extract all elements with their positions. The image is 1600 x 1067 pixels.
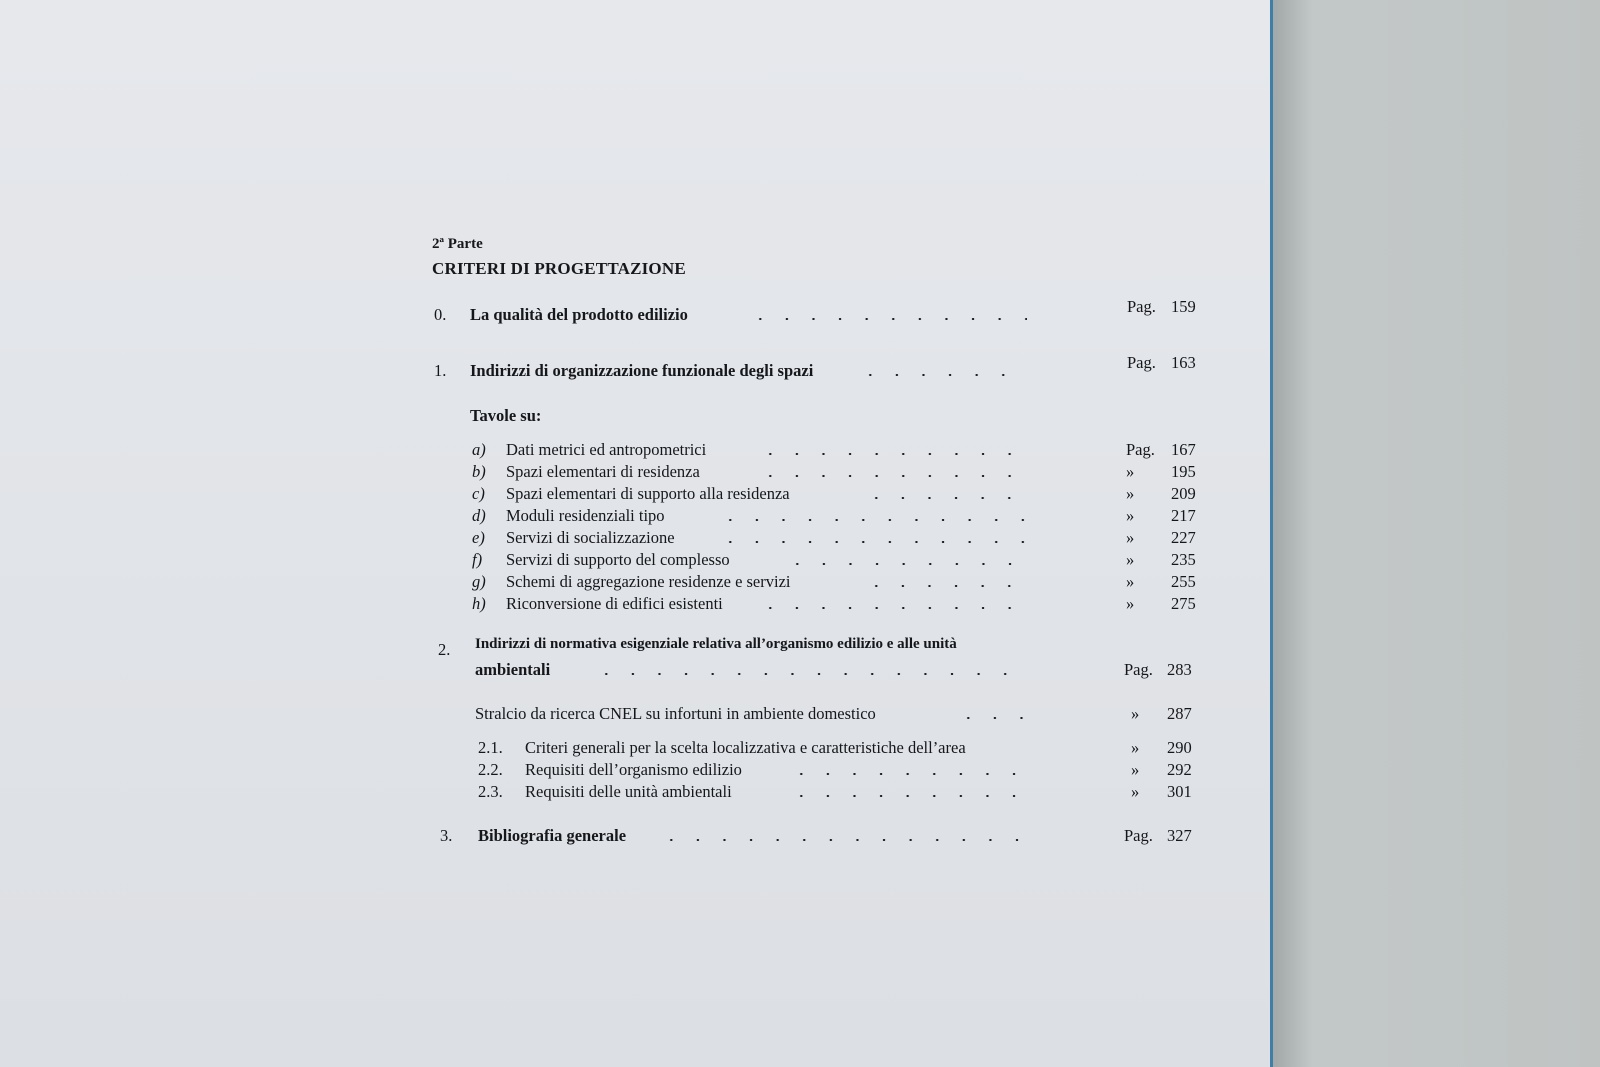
page-number: 195 xyxy=(1171,462,1196,481)
item-title: Spazi elementari di residenza xyxy=(506,462,700,481)
toc-entry-chapter-2 xyxy=(475,660,1205,682)
dot-leader xyxy=(757,607,1027,609)
dot-leader xyxy=(717,541,1027,543)
page-number: 301 xyxy=(1167,782,1192,801)
page-label: » xyxy=(1126,484,1135,503)
section-number: 2.1. xyxy=(478,738,503,757)
dot-leader xyxy=(788,773,1028,775)
chapter-title: La qualità del prodotto edilizio xyxy=(470,305,688,324)
item-letter: c) xyxy=(472,484,485,503)
chapter-number: 3. xyxy=(440,826,453,845)
toc-entry-tavola-g xyxy=(470,572,1200,594)
toc-entry-stralcio xyxy=(475,704,1205,726)
page-number: 163 xyxy=(1171,353,1196,372)
toc-entry-section-2-2 xyxy=(478,760,1208,782)
item-letter: d) xyxy=(472,506,486,525)
dot-leader xyxy=(955,717,1028,719)
page-label: » xyxy=(1131,738,1140,757)
toc-entry-chapter-0 xyxy=(432,305,1202,327)
dot-leader xyxy=(717,519,1027,521)
item-title: Criteri generali per la scelta localizzativa e caratteristiche dell’area xyxy=(525,738,966,757)
toc-entry-tavola-c xyxy=(470,484,1200,506)
page-number: 217 xyxy=(1171,506,1196,525)
item-title: Servizi di socializzazione xyxy=(506,528,675,547)
item-letter: f) xyxy=(472,550,483,569)
page-label: » xyxy=(1131,760,1140,779)
page-number: 290 xyxy=(1167,738,1192,757)
item-letter: h) xyxy=(472,594,486,613)
page-label: Pag. xyxy=(1127,353,1156,372)
tavole-heading: Tavole su: xyxy=(470,406,542,425)
toc-entry-tavola-d xyxy=(470,506,1200,528)
page-label: Pag. xyxy=(1124,660,1153,679)
page-number: 283 xyxy=(1167,660,1192,679)
toc-entry-tavola-f xyxy=(470,550,1200,572)
item-title: Stralcio da ricerca CNEL su infortuni in ambiente domestico xyxy=(475,704,876,723)
page-number: 275 xyxy=(1171,594,1196,613)
item-letter: e) xyxy=(472,528,485,547)
item-letter: g) xyxy=(472,572,486,591)
chapter-title-line-2: ambientali xyxy=(475,660,551,679)
page-number: 287 xyxy=(1167,704,1192,723)
page-label: » xyxy=(1126,528,1135,547)
item-title: Dati metrici ed antropometrici xyxy=(506,440,707,459)
page-label: » xyxy=(1126,550,1135,569)
toc-entry-section-2-3 xyxy=(478,782,1208,804)
item-letter: a) xyxy=(472,440,486,459)
toc-entry-chapter-1 xyxy=(432,361,1202,383)
section-number: 2.2. xyxy=(478,760,503,779)
chapter-number: 2. xyxy=(438,640,451,659)
page-number: 235 xyxy=(1171,550,1196,569)
toc-entry-tavola-e xyxy=(470,528,1200,550)
dot-leader xyxy=(784,563,1027,565)
toc-entry-section-2-1 xyxy=(478,738,1208,760)
page-label: » xyxy=(1126,506,1135,525)
dot-leader xyxy=(863,585,1027,587)
dot-leader xyxy=(747,318,1027,320)
page-number: 227 xyxy=(1171,528,1196,547)
item-title: Spazi elementari di supporto alla residenza xyxy=(506,484,790,503)
dot-leader xyxy=(757,475,1027,477)
backdrop xyxy=(1273,0,1313,1067)
item-title: Schemi di aggregazione residenze e servizi xyxy=(506,572,791,591)
chapter-title-line-1: Indirizzi di normativa esigenziale relativa all’organismo edilizio e alle unità xyxy=(475,636,957,652)
page-label: Pag. xyxy=(1126,440,1155,459)
item-title: Moduli residenziali tipo xyxy=(506,506,665,525)
part-label: 2ª Parte xyxy=(432,236,483,252)
dot-leader xyxy=(788,795,1028,797)
page-label: » xyxy=(1131,782,1140,801)
item-title: Servizi di supporto del complesso xyxy=(506,550,730,569)
dot-leader xyxy=(863,497,1027,499)
dot-leader xyxy=(658,839,1028,841)
page-number: 255 xyxy=(1171,572,1196,591)
page-label: » xyxy=(1126,594,1135,613)
item-title: Requisiti delle unità ambientali xyxy=(525,782,732,801)
page-label: » xyxy=(1131,704,1140,723)
toc-entry-tavola-h xyxy=(470,594,1200,616)
chapter-number: 1. xyxy=(434,361,447,380)
page-label: Pag. xyxy=(1127,297,1156,316)
item-letter: b) xyxy=(472,462,486,481)
page-number: 327 xyxy=(1167,826,1192,845)
chapter-title: Bibliografia generale xyxy=(478,826,627,845)
dot-leader xyxy=(593,673,1028,675)
chapter-title: Indirizzi di organizzazione funzionale degli spazi xyxy=(470,361,814,380)
page-number: 167 xyxy=(1171,440,1196,459)
section-number: 2.3. xyxy=(478,782,503,801)
page-number: 209 xyxy=(1171,484,1196,503)
page-number: 159 xyxy=(1171,297,1196,316)
item-title: Requisiti dell’organismo edilizio xyxy=(525,760,742,779)
page-number: 292 xyxy=(1167,760,1192,779)
page-label: » xyxy=(1126,572,1135,591)
dot-leader xyxy=(757,453,1027,455)
dot-leader xyxy=(857,374,1027,376)
page-label: Pag. xyxy=(1124,826,1153,845)
toc-entry-tavola-b xyxy=(470,462,1200,484)
item-title: Riconversione di edifici esistenti xyxy=(506,594,723,613)
toc-entry-chapter-3 xyxy=(440,826,1210,848)
toc-entry-tavola-a xyxy=(470,440,1200,462)
page-label: » xyxy=(1126,462,1135,481)
part-title: CRITERI DI PROGETTAZIONE xyxy=(432,259,686,278)
chapter-number: 0. xyxy=(434,305,447,324)
